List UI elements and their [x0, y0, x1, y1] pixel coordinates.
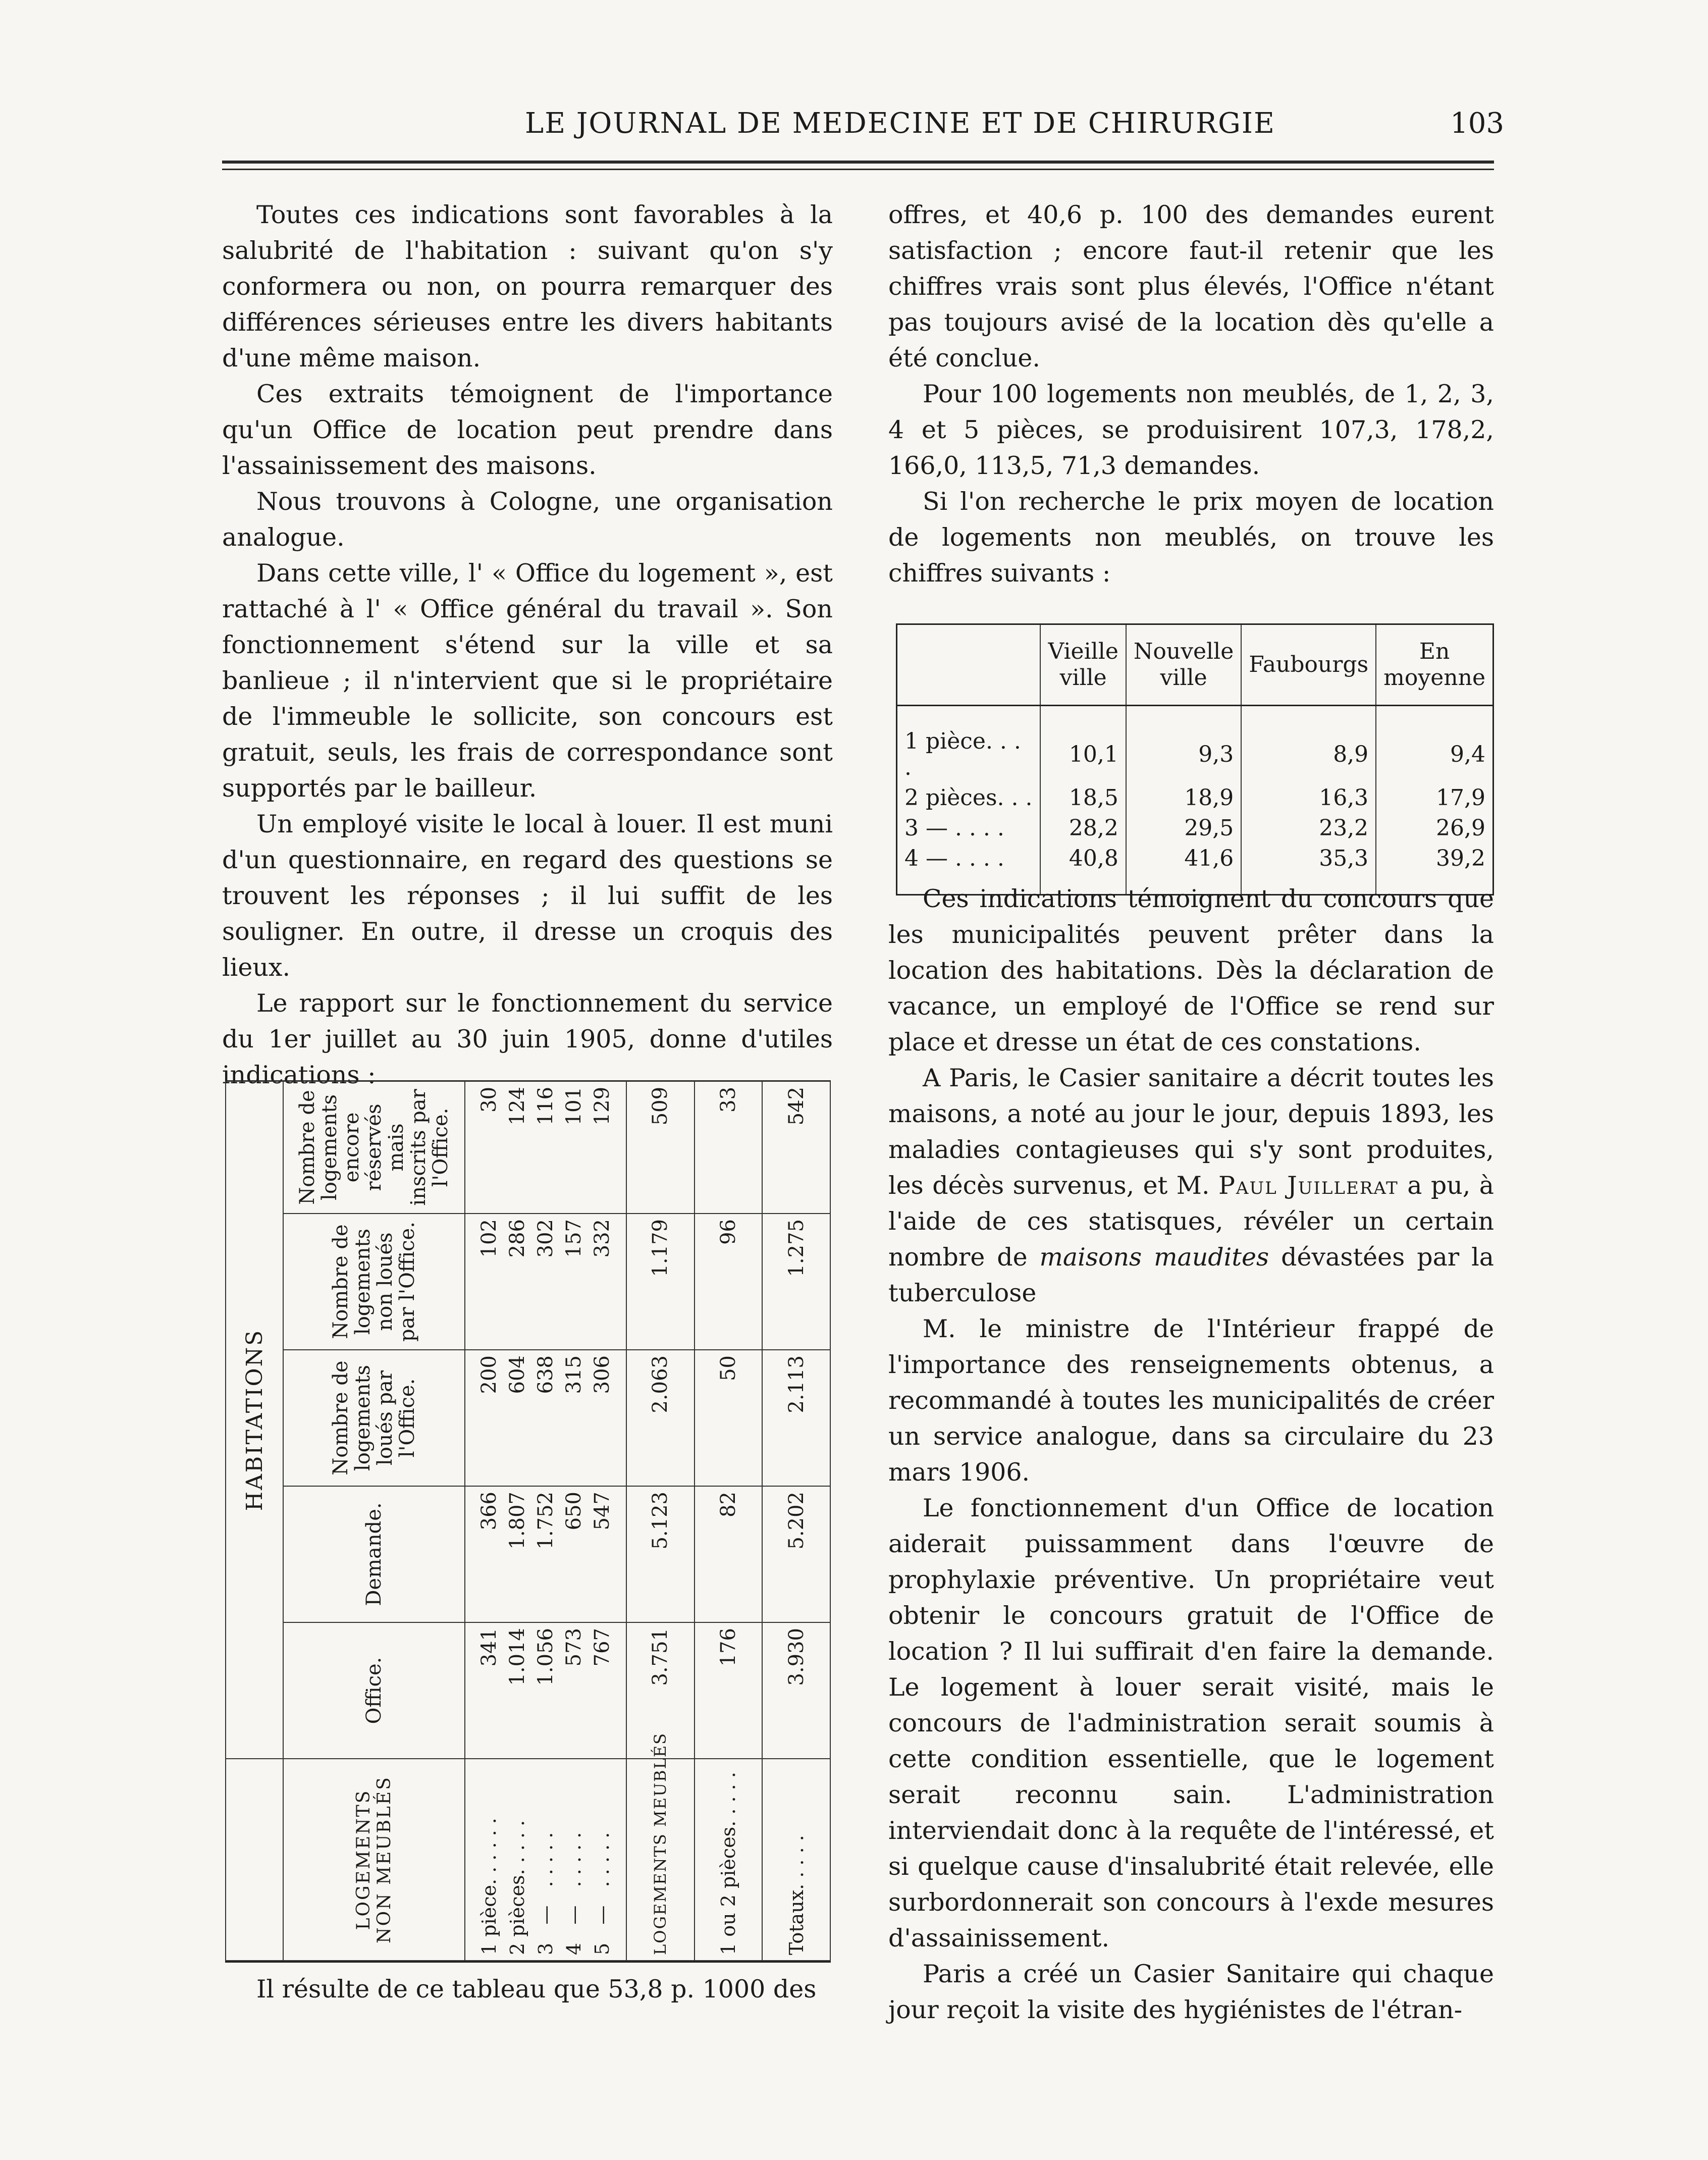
group-header-habitations: HABITATIONS: [226, 1081, 283, 1759]
left-column-end: [222, 1971, 833, 2007]
paragraph: M. le ministre de l'Intérieur frappé de l'importance des renseignements obtenus, a recommandé à toutes les municipalités de créer un service analogue, dans sa circulaire du 23 mars 1906.: [888, 1314, 1494, 1487]
header-rule: [222, 161, 1494, 164]
paragraph: Si l'on recherche le prix moyen de location de logements non meublés, on trouve les chiffres suivants :: [888, 487, 1494, 588]
subtotal-office: 3.751: [626, 1622, 695, 1759]
cell: 41,6: [1126, 844, 1241, 874]
row-label: 2 pièces. . .: [904, 785, 1033, 811]
right-column-top: [888, 197, 1494, 591]
row-label: 1 pièce. . . .: [904, 728, 1021, 780]
price-table-corner: [897, 624, 1041, 706]
total-demande: 5.202: [762, 1486, 830, 1622]
column-header-faubourgs: Faubourgs: [1241, 624, 1376, 706]
italic-term: maisons maudites: [1039, 1243, 1269, 1272]
column-header-nouvelle-ville: Nouvelle ville: [1126, 624, 1241, 706]
cell: 9,3: [1126, 726, 1241, 783]
paragraph: Le rapport sur le fonctionnement du service du 1er juillet au 30 juin 1905, donne d'utiles indications :: [222, 989, 833, 1089]
subtotal-loues: 2.063: [626, 1350, 695, 1486]
row-labels: 1 pièce. . . . . . 2 pièces. . . . . 3 — . . . . . 4 — . . . . . 5 — . . . . .: [465, 1759, 626, 1961]
paragraph: Ces indications témoignent du concours que les municipalités peuvent prêter dans la location des habitations. Dès la déclaration de vacance, un employé de l'Office se rend sur place et dresse un état de ces constations.: [888, 884, 1494, 1057]
paragraph: offres, et 40,6 p. 100 des demandes eurent satisfaction ; encore faut-il retenir que les chiffres vrais sont plus élevés, l'Office n'étant pas toujours avisé de la location dès qu'elle a été conclue.: [888, 200, 1494, 373]
cell: 9,4: [1376, 726, 1493, 783]
cell: 10,1: [1040, 726, 1126, 783]
rental-price-table: [896, 623, 1494, 895]
paragraph: Pour 100 logements non meublés, de 1, 2, 3, 4 et 5 pièces, se produisirent 107,3, 178,2, 166,0, 113,5, 71,3 demandes.: [888, 380, 1494, 480]
paragraph: Paris a créé un Casier Sanitaire qui chaque jour reçoit la visite des hygiénistes de l'étran-: [888, 1960, 1494, 2024]
paragraph-casier: [888, 1060, 1494, 1311]
cell: 23,2: [1241, 813, 1376, 844]
meubles-office: 176: [695, 1622, 763, 1759]
column-header-loues: Nombre de logements loués par l'Office.: [283, 1350, 465, 1486]
right-column-bottom: [888, 881, 1494, 2028]
cells-loues: 200 604 638 315 306: [465, 1350, 626, 1486]
column-header-demande: Demande.: [283, 1486, 465, 1622]
paragraph: Il résulte de ce tableau que 53,8 p. 1000 des: [256, 1975, 817, 2004]
row-label: 3 — . . . .: [904, 815, 1004, 841]
meubles-row-label: 1 ou 2 pièces. . . . .: [695, 1759, 763, 1961]
subtotal-non-loues: 1.179: [626, 1214, 695, 1350]
row-label: 4 — . . . .: [904, 846, 1004, 871]
paragraph: Un employé visite le local à louer. Il est muni d'un questionnaire, en regard des questions se trouvent les réponses ; il lui suffit de les souligner. En outre, il dresse un croquis des lieux.: [222, 810, 833, 982]
subtotal-reserves: 509: [626, 1081, 695, 1214]
rotated-table-body: [225, 1082, 831, 1961]
table-row: [897, 813, 1493, 844]
text-run: a pu, à l'aide de ces statisques, révéler un certain nombre de: [888, 1171, 1494, 1272]
meubles-loues: 50: [695, 1350, 763, 1486]
column-header-moyenne: En moyenne: [1376, 624, 1493, 706]
column-header-office: Office.: [283, 1622, 465, 1759]
column-header-vieille-ville: Vieille ville: [1040, 624, 1126, 706]
text-run: dévastées par la tuberculose: [888, 1243, 1494, 1307]
paragraph: Toutes ces indications sont favorables à la salubrité de l'habitation : suivant qu'on s'y conformera ou non, on pourra remarquer des différences sérieuses entre les divers habitants d'une même maison.: [222, 200, 833, 373]
running-title: LE JOURNAL DE MEDECINE ET DE CHIRURGIE: [525, 107, 1275, 140]
paragraph: Le fonctionnement d'un Office de location aiderait puissamment dans l'œuvre de prophylaxie préventive. Un propriétaire veut obtenir le concours gratuit de l'Office de location ? Il lui suffirait d'en faire la demande. Le logement à louer serait visité, mais le concours de l'administration serait soumis à cette condition essentielle, que le logement serait reconnu sain. L'administration interviendait donc à la requête de l'intéressé, et si quelque cause d'insalubrité était relevée, elle surbordonnerait son concours à l'exde mesures d'assainissement.: [888, 1494, 1494, 1953]
cell: 18,9: [1126, 783, 1241, 813]
cell: 8,9: [1241, 726, 1376, 783]
office-statistics-table: [225, 1080, 831, 1963]
cell: 18,5: [1040, 783, 1126, 813]
person-name: Paul Juillerat: [1218, 1171, 1399, 1200]
stats-table: [225, 1081, 831, 1961]
cell: 17,9: [1376, 783, 1493, 813]
table-row: [897, 726, 1493, 783]
cell: 16,3: [1241, 783, 1376, 813]
stub-header: LOGEMENTS NON MEUBLÉS: [283, 1759, 465, 1961]
cell: 35,3: [1241, 844, 1376, 874]
column-header-non-loues: Nombre de logements non loués par l'Office.: [283, 1214, 465, 1350]
table-row: [897, 844, 1493, 874]
cell: 40,8: [1040, 844, 1126, 874]
meubles-demande: 82: [695, 1486, 763, 1622]
header-rule-thin: [222, 169, 1494, 170]
running-header: [222, 107, 1504, 152]
text-run: A Paris, le Casier sanitaire a décrit toutes les maisons, a noté au jour le jour, depuis 1893, les maladies contagieuses qui s'y sont produites, les décès survenus, et M.: [888, 1064, 1494, 1200]
cell: 39,2: [1376, 844, 1493, 874]
table-corner: [226, 1759, 283, 1961]
cells-demande: 366 1.807 1.752 650 547: [465, 1486, 626, 1622]
table-row: [897, 783, 1493, 813]
page-number: 103: [1450, 107, 1504, 140]
column-header-reserves: Nombre de logements encore réservés mais inscrits par l'Office.: [283, 1081, 465, 1214]
meubles-non-loues: 96: [695, 1214, 763, 1350]
total-reserves: 542: [762, 1081, 830, 1214]
cells-office: 341 1.014 1.056 573 767: [465, 1622, 626, 1759]
total-non-loues: 1.275: [762, 1214, 830, 1350]
paragraph: Nous trouvons à Cologne, une organisation analogue.: [222, 487, 833, 552]
meubles-label: LOGEMENTS MEUBLÉS: [626, 1759, 695, 1961]
cell: 29,5: [1126, 813, 1241, 844]
cell: 26,9: [1376, 813, 1493, 844]
cells-reserves: 30 124 116 101 129: [465, 1081, 626, 1214]
total-loues: 2.113: [762, 1350, 830, 1486]
totals-label: Totaux. . . . .: [762, 1759, 830, 1961]
meubles-reserves: 33: [695, 1081, 763, 1214]
cell: 28,2: [1040, 813, 1126, 844]
paragraph: Ces extraits témoignent de l'importance qu'un Office de location peut prendre dans l'assainissement des maisons.: [222, 380, 833, 480]
paragraph: Dans cette ville, l' « Office du logement », est rattaché à l' « Office général du travail ». Son fonctionnement s'étend sur la ville et sa banlieue ; il n'intervient que si le propriétaire de l'immeuble le sollicite, son concours est gratuit, seuls, les frais de correspondance sont supportés par le bailleur.: [222, 559, 833, 803]
total-office: 3.930: [762, 1622, 830, 1759]
left-column: [222, 197, 833, 1093]
subtotal-demande: 5.123: [626, 1486, 695, 1622]
cells-non-loues: 102 286 302 157 332: [465, 1214, 626, 1350]
